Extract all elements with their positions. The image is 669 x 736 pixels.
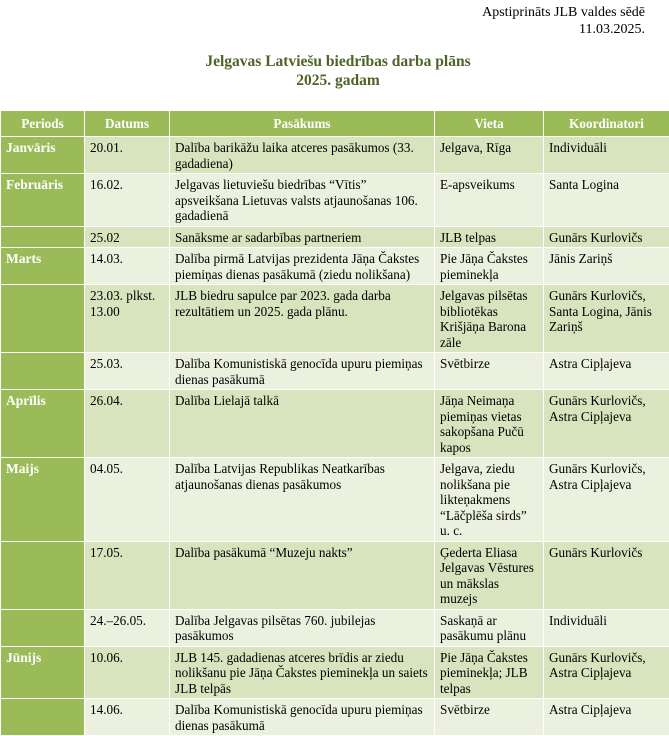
table-row xyxy=(1,353,669,390)
place-cell: Pie Jāņa Čakstes pieminekļa; JLB telpas xyxy=(435,646,544,699)
coordinator-cell: Gunārs Kurlovičs xyxy=(544,541,669,609)
event-cell: Jelgavas lietuviešu biedrības “Vītis” apsveikšana Lietuvas valsts atjaunošanas 106. gadadienā xyxy=(170,174,435,227)
period-cell xyxy=(1,609,85,646)
date-cell: 10.06. xyxy=(85,646,170,699)
date-cell: 14.03. xyxy=(85,248,170,285)
date-cell: 16.02. xyxy=(85,174,170,227)
event-cell: Dalība Komunistiskā genocīda upuru piemiņas dienas pasākumā xyxy=(170,353,435,390)
period-cell: Jūnijs xyxy=(1,646,85,699)
approval-line-1: Apstiprināts JLB valdes sēdē xyxy=(482,4,645,21)
period-cell: Maijs xyxy=(1,458,85,542)
period-cell xyxy=(1,226,85,248)
date-cell: 04.05. xyxy=(85,458,170,542)
coordinator-cell: Gunārs Kurlovičs xyxy=(544,226,669,248)
event-cell: Dalība Lielajā talkā xyxy=(170,390,435,458)
place-cell: Jelgava, ziedu nolikšana pie likteņakmens “Lāčplēša sirds” u. c. xyxy=(435,458,544,542)
column-header-event: Pasākums xyxy=(170,111,435,137)
place-cell: E-apsveikums xyxy=(435,174,544,227)
coordinator-cell: Gunārs Kurlovičs, Astra Cipļajeva xyxy=(544,646,669,699)
table-row xyxy=(1,390,669,458)
coordinator-cell: Santa Logina xyxy=(544,174,669,227)
document-title xyxy=(0,52,669,90)
table-row xyxy=(1,248,669,285)
period-cell: Februāris xyxy=(1,174,85,227)
coordinator-cell: Gunārs Kurlovičs, Astra Cipļajeva xyxy=(544,390,669,458)
place-cell: Svētbirze xyxy=(435,699,544,736)
place-cell: Svētbirze xyxy=(435,353,544,390)
coordinator-cell: Individuāli xyxy=(544,609,669,646)
date-cell: 23.03. plkst. 13.00 xyxy=(85,285,170,353)
column-header-place: Vieta xyxy=(435,111,544,137)
place-cell: Saskaņā ar pasākumu plānu xyxy=(435,609,544,646)
event-cell: Dalība pasākumā “Muzeju nakts” xyxy=(170,541,435,609)
column-header-period: Periods xyxy=(1,111,85,137)
date-cell: 14.06. xyxy=(85,699,170,736)
place-cell: JLB telpas xyxy=(435,226,544,248)
work-plan-table xyxy=(0,111,669,736)
event-cell: Dalība pirmā Latvijas prezidenta Jāņa Čakstes piemiņas dienas pasākumā (ziedu nolikšana) xyxy=(170,248,435,285)
place-cell: Jāņa Neimaņa piemiņas vietas sakopšana Pučū kapos xyxy=(435,390,544,458)
event-cell: Dalība barikāžu laika atceres pasākumos (33. gadadiena) xyxy=(170,137,435,174)
period-cell xyxy=(1,353,85,390)
date-cell: 25.03. xyxy=(85,353,170,390)
table-row xyxy=(1,699,669,736)
table-row xyxy=(1,137,669,174)
date-cell: 24.–26.05. xyxy=(85,609,170,646)
period-cell: Janvāris xyxy=(1,137,85,174)
column-header-coordinators: Koordinatori xyxy=(544,111,669,137)
coordinator-cell: Astra Cipļajeva xyxy=(544,699,669,736)
period-cell xyxy=(1,541,85,609)
table-row xyxy=(1,174,669,227)
title-line-1: Jelgavas Latviešu biedrības darba plāns xyxy=(0,52,669,71)
event-cell: JLB biedru sapulce par 2023. gada darba rezultātiem un 2025. gada plānu. xyxy=(170,285,435,353)
period-cell: Marts xyxy=(1,248,85,285)
date-cell: 26.04. xyxy=(85,390,170,458)
period-cell xyxy=(1,699,85,736)
place-cell: Jelgava, Rīga xyxy=(435,137,544,174)
coordinator-cell: Gunārs Kurlovičs, Santa Logina, Jānis Zariņš xyxy=(544,285,669,353)
event-cell: Dalība Jelgavas pilsētas 760. jubilejas pasākumos xyxy=(170,609,435,646)
coordinator-cell: Astra Cipļajeva xyxy=(544,353,669,390)
table-row xyxy=(1,646,669,699)
place-cell: Ģederta Eliasa Jelgavas Vēstures un mākslas muzejs xyxy=(435,541,544,609)
place-cell: Pie Jāņa Čakstes pieminekļa xyxy=(435,248,544,285)
date-cell: 17.05. xyxy=(85,541,170,609)
period-cell: Aprīlis xyxy=(1,390,85,458)
title-line-2: 2025. gadam xyxy=(0,71,669,90)
coordinator-cell: Jānis Zariņš xyxy=(544,248,669,285)
table-header-row xyxy=(1,111,669,137)
event-cell: Dalība Latvijas Republikas Neatkarības atjaunošanas dienas pasākumos xyxy=(170,458,435,542)
period-cell xyxy=(1,285,85,353)
table-row xyxy=(1,285,669,353)
place-cell: Jelgavas pilsētas bibliotēkas Krišjāņa Barona zāle xyxy=(435,285,544,353)
approval-note xyxy=(482,4,645,38)
table-row xyxy=(1,226,669,248)
date-cell: 20.01. xyxy=(85,137,170,174)
coordinator-cell: Gunārs Kurlovičs, Astra Cipļajeva xyxy=(544,458,669,542)
table-row xyxy=(1,541,669,609)
table-row xyxy=(1,458,669,542)
coordinator-cell: Individuāli xyxy=(544,137,669,174)
column-header-date: Datums xyxy=(85,111,170,137)
event-cell: Sanāksme ar sadarbības partneriem xyxy=(170,226,435,248)
date-cell: 25.02 xyxy=(85,226,170,248)
table-row xyxy=(1,609,669,646)
approval-date: 11.03.2025. xyxy=(482,21,645,38)
event-cell: Dalība Komunistiskā genocīda upuru piemiņas dienas pasākumā xyxy=(170,699,435,736)
event-cell: JLB 145. gadadienas atceres brīdis ar ziedu nolikšanu pie Jāņa Čakstes pieminekļa un saiets JLB telpās xyxy=(170,646,435,699)
